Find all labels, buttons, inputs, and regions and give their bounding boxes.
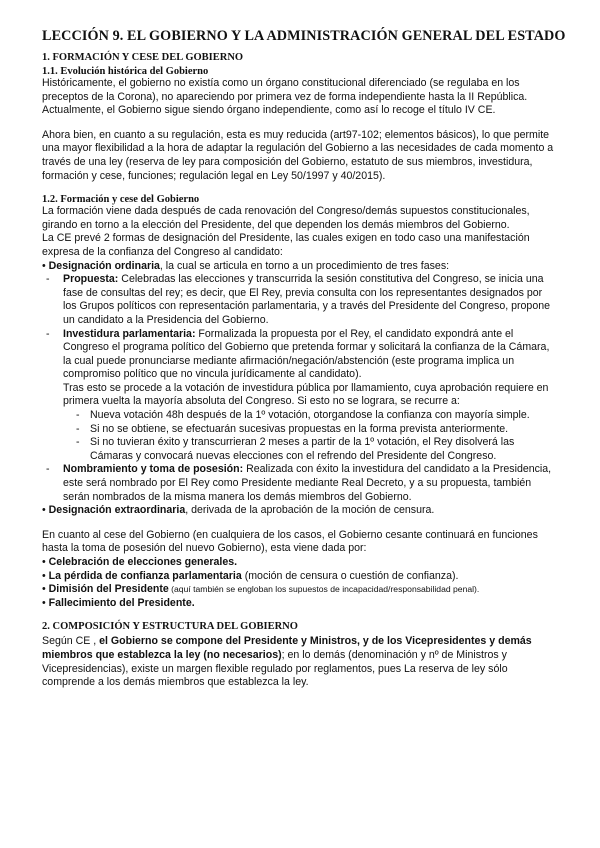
dash-item-investidura: - Investidura parlamentaria: Formalizada la propuesta por el Rey, el candidato expondrá ante el Congreso el programa político del Gobierno que pretenda formar y solicitará la confianza de la Cámara, la cual puede pronunciarse mediante afirmación/negación/abstención (este programa implica un compromiso político que no vincula jurídicamente al candidato). <box>46 327 550 381</box>
dash-item-nombramiento: - Nombramiento y toma de posesión: Realizada con éxito la investidura del candidato a la Presidencia, este será nombrado por El Rey como Presidente mediante Real Decreto, y a su propuesta, también serán nombrados de la misma manera los demás miembros del Gobierno. <box>46 463 552 503</box>
bullet-icon: • <box>42 556 49 568</box>
section-2-heading: 2. COMPOSICIÓN Y ESTRUCTURA DEL GOBIERNO <box>42 621 298 633</box>
dash-icon: - <box>76 422 80 435</box>
bullet-designacion-extraordinaria: • Designación extraordinaria, derivada de la aprobación de la moción de censura. <box>42 504 435 517</box>
bullet-icon: • <box>42 596 49 609</box>
bullet-icon: • <box>42 504 49 517</box>
dash-item-propuesta: - Propuesta: Celebradas las elecciones y transcurrida la sesión constitutiva del Congreso, se inicia una fase de consultas del rey; es decir, que El Rey, previa consulta con los representantes designados por los Grupos políticos con representación parlamentaria, y a través del Presidente del Congreso, propone un candidato a la Presidencia del Gobierno. <box>46 273 550 326</box>
paragraph-formacion: La formación viene dada después de cada renovación del Congreso/demás supuestos constitucionales, girando en torno a la elección del Presidente, del que dependen los demás miembros del Gobierno. <box>42 205 530 231</box>
dash-icon: - <box>76 436 80 449</box>
bullet-designacion-ordinaria: • Designación ordinaria, la cual se articula en torno a un procedimiento de tres fases: <box>42 259 450 272</box>
sub-item-sucesivas-propuestas: - Si no se obtiene, se efectuarán sucesivas propuestas en la forma prevista anteriormente. <box>76 422 509 435</box>
bullet-icon: • <box>42 259 49 272</box>
bullet-cese-confianza: • La pérdida de confianza parlamentaria (moción de censura o cuestión de confianza). <box>42 569 459 582</box>
paragraph-formas-designacion: La CE prevé 2 formas de designación del Presidente, las cuales exigen en todo caso una manifestación expresa de la confianza del Congreso al candidato: <box>42 232 530 258</box>
bullet-icon: • <box>42 583 49 596</box>
sub-item-votacion-48h: - Nueva votación 48h después de la 1º votación, otorgandose la confianza con mayoría simple. <box>76 409 530 422</box>
paragraph-regulacion: Ahora bien, en cuanto a su regulación, esta es muy reducida (art97-102; elementos básicos), lo que permite una mayor flexibilidad a la hora de adaptar la regulación del Gobierno a las necesidades de cada momento a través de una ley (reserva de ley para composición del Gobierno, estatuto de sus miembros, investidura, formación y cese, funciones; regulación legal en Ley 50/1997 y 40/2015). <box>42 128 554 182</box>
sub-item-disolucion: - Si no tuvieran éxito y transcurrieran 2 meses a partir de la 1º votación, el Rey disolverá las Cámaras y convocará nuevas elecciones con el refrendo del Presidente del Congreso. <box>76 436 515 462</box>
dash-icon: - <box>46 273 50 286</box>
paragraph-historia: Históricamente, el gobierno no existía como un órgano constitucional diferenciado (se regulaba en los preceptos de la Corona), no apareciendo por primera vez de forma independiente hasta la II República. Actualmente, el Gobierno sigue siendo órgano independiente, como así lo recoge el título IV CE. <box>42 77 528 117</box>
document-page <box>42 28 566 690</box>
bullet-cese-elecciones: • Celebración de elecciones generales. <box>42 556 238 568</box>
subsection-1-2-heading: 1.2. Formación y cese del Gobierno <box>42 194 200 206</box>
dash-icon: - <box>46 463 50 476</box>
subsection-1-1-heading: 1.1. Evolución histórica del Gobierno <box>42 66 209 77</box>
bullet-icon: • <box>42 569 49 582</box>
investidura-votacion-text: Tras esto se procede a la votación de investidura pública por llamamiento, cuya aprobación requiere en primera vuelta la mayoría absoluta del Congreso. Si esto no se lograra, se recurre a: <box>63 381 549 408</box>
page-title: LECCIÓN 9. EL GOBIERNO Y LA ADMINISTRACIÓN GENERAL DEL ESTADO <box>42 28 566 44</box>
dash-icon: - <box>46 327 50 340</box>
dash-icon: - <box>76 409 80 422</box>
bullet-cese-fallecimiento: • Fallecimiento del Presidente. <box>42 596 195 609</box>
paragraph-composicion: Según CE , el Gobierno se compone del Presidente y Ministros, y de los Vicepresidentes y demás miembros que establezca la ley (no necesarios); en lo demás (denominación y nº de Ministros y Vicepresidencias), existe un margen flexible regulado por reglamentos, pues La reserva de ley sólo comprende a los demás miembros que establezca la ley. <box>42 635 532 689</box>
paragraph-cese: En cuanto al cese del Gobierno (en cualquiera de los casos, el Gobierno cesante continuará en funciones hasta la toma de posesión del nuevo Gobierno), esta viene dada por: <box>42 528 538 555</box>
bullet-cese-dimision: • Dimisión del Presidente (aquí también se engloban los supuestos de incapacidad/responsabilidad penal). <box>42 583 480 596</box>
section-1-heading: 1. FORMACIÓN Y CESE DEL GOBIERNO <box>42 52 244 63</box>
